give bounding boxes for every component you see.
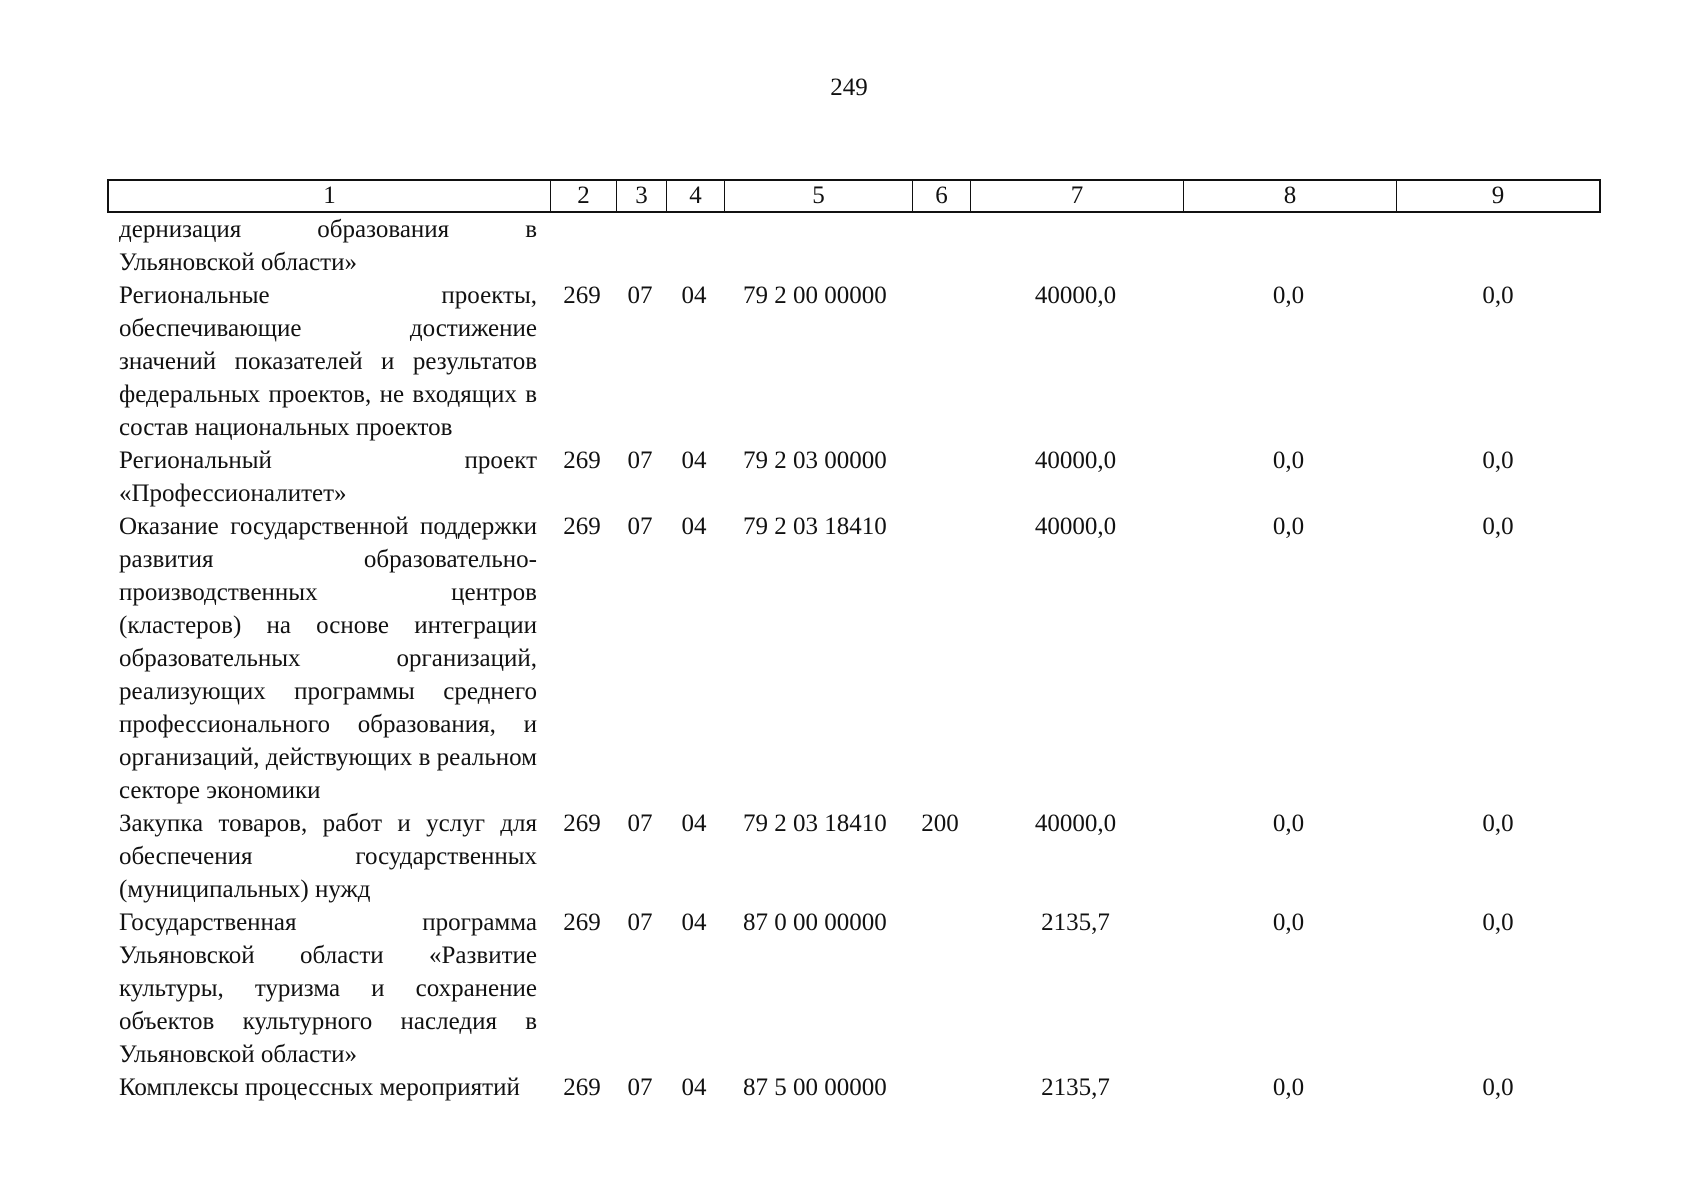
table-row — [107, 213, 1601, 279]
cell-col-8: 0,0 — [1272, 282, 1305, 309]
cell-col-5: 87 0 00 00000 — [743, 909, 887, 936]
cell-col-7: 2135,7 — [1041, 909, 1110, 936]
cell-col-3: 07 — [627, 447, 653, 474]
cell-col-3: 07 — [627, 909, 653, 936]
cell-col-4: 04 — [681, 909, 707, 936]
cell-col-6: 200 — [921, 810, 959, 837]
cell-col-9: 0,0 — [1482, 909, 1514, 936]
table-row — [107, 279, 1601, 444]
cell-col-9: 0,0 — [1482, 282, 1514, 309]
cell-col-5: 79 2 03 18410 — [743, 513, 887, 540]
cell-col-8: 0,0 — [1272, 513, 1305, 540]
cell-col-2: 269 — [563, 282, 601, 309]
cell-col-8: 0,0 — [1272, 810, 1305, 837]
cell-col-4: 04 — [681, 810, 707, 837]
cell-col-5: 79 2 03 18410 — [743, 810, 887, 837]
header-col-6: 6 — [913, 181, 971, 211]
row-name: Региональный проект «Профессионалитет» — [119, 447, 537, 507]
header-col-5: 5 — [725, 181, 913, 211]
table-row — [107, 906, 1601, 1071]
header-col-9: 9 — [1491, 182, 1505, 209]
cell-col-7: 40000,0 — [1034, 810, 1117, 837]
cell-col-3: 07 — [627, 282, 653, 309]
cell-col-5: 87 5 00 00000 — [743, 1074, 887, 1101]
cell-col-9: 0,0 — [1482, 1074, 1514, 1101]
cell-col-7: 40000,0 — [1034, 447, 1117, 474]
cell-col-9: 0,0 — [1482, 447, 1514, 474]
cell-col-3: 07 — [627, 513, 653, 540]
cell-col-2: 269 — [563, 810, 601, 837]
header-col-4: 4 — [667, 181, 725, 211]
cell-col-9: 0,0 — [1482, 513, 1514, 540]
header-col-3: 3 — [617, 181, 667, 211]
cell-col-8: 0,0 — [1272, 909, 1305, 936]
header-col-8: 8 — [1184, 181, 1397, 211]
cell-col-5: 79 2 03 00000 — [743, 447, 887, 474]
row-name: Региональные проекты, обеспечивающие достижение значений показателей и результатов федеральных проектов, не входящих в состав национальных проектов — [119, 282, 537, 441]
row-name: Государственная программа Ульяновской области «Развитие культуры, туризма и сохранение объектов культурного наследия в Ульяновской области» — [119, 909, 537, 1068]
page-number: 249 — [830, 74, 868, 101]
header-col-1: 1 — [109, 181, 551, 211]
row-name: Комплексы процессных мероприятий — [119, 1074, 520, 1101]
table-row — [107, 1071, 1601, 1104]
cell-col-8: 0,0 — [1272, 447, 1305, 474]
table-body — [107, 213, 1601, 1104]
table-row — [107, 444, 1601, 510]
cell-col-7: 2135,7 — [1041, 1074, 1110, 1101]
cell-col-2: 269 — [563, 447, 601, 474]
cell-col-8: 0,0 — [1272, 1074, 1305, 1101]
row-name: Оказание государственной поддержки развития образовательно-производственных центров (кластеров) на основе интеграции образовательных организаций, реализующих программы среднего профессионального образования, и организаций, действующих в реальном секторе экономики — [119, 513, 537, 804]
cell-col-4: 04 — [681, 282, 707, 309]
cell-col-2: 269 — [563, 1074, 601, 1101]
row-name: Закупка товаров, работ и услуг для обеспечения государственных (муниципальных) нужд — [119, 810, 537, 903]
table-row — [107, 510, 1601, 807]
cell-col-7: 40000,0 — [1034, 282, 1117, 309]
cell-col-4: 04 — [681, 1074, 707, 1101]
cell-col-2: 269 — [563, 513, 601, 540]
cell-col-5: 79 2 00 00000 — [743, 282, 887, 309]
cell-col-7: 40000,0 — [1034, 513, 1117, 540]
row-name: дернизация образования в Ульяновской области» — [119, 216, 537, 276]
cell-col-4: 04 — [681, 513, 707, 540]
cell-col-2: 269 — [563, 909, 601, 936]
cell-col-4: 04 — [681, 447, 707, 474]
table-row — [107, 807, 1601, 906]
cell-col-3: 07 — [627, 1074, 653, 1101]
table-header — [107, 179, 1601, 213]
header-col-2: 2 — [551, 181, 617, 211]
cell-col-3: 07 — [627, 810, 653, 837]
header-col-7: 7 — [971, 181, 1184, 211]
cell-col-9: 0,0 — [1482, 810, 1514, 837]
